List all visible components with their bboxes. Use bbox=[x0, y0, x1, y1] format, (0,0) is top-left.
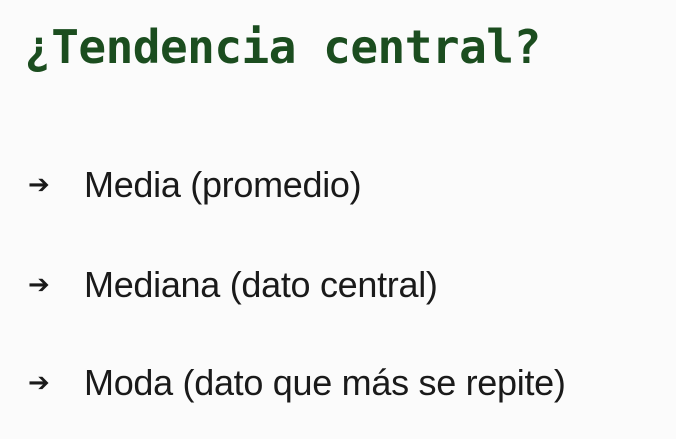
bullet-text: Mediana (dato central) bbox=[84, 264, 438, 305]
bullet-item-moda bbox=[28, 358, 566, 408]
arrow-right-icon: ➔ bbox=[28, 270, 50, 300]
slide-title: ¿Tendencia central? bbox=[24, 20, 541, 74]
bullet-text: Moda (dato que más se repite) bbox=[84, 362, 566, 403]
bullet-item-media bbox=[28, 160, 361, 210]
arrow-right-icon: ➔ bbox=[28, 368, 50, 398]
arrow-right-icon: ➔ bbox=[28, 170, 50, 200]
bullet-text: Media (promedio) bbox=[84, 164, 362, 205]
bullet-item-mediana bbox=[28, 260, 438, 310]
